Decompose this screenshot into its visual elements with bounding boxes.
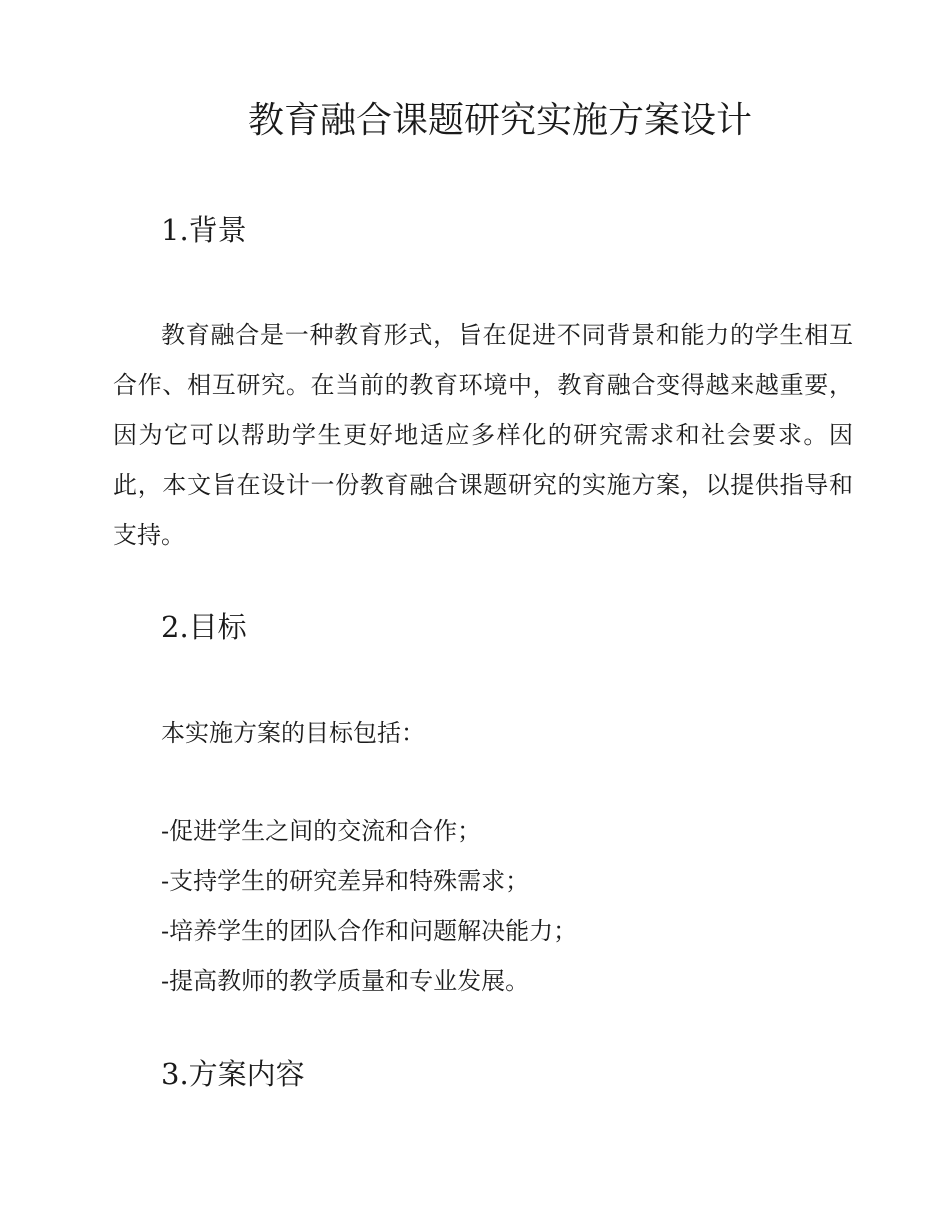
goal-item-4: -提高教师的教学质量和专业发展。 [161,967,530,995]
section-heading-plan: 3.方案内容 [161,1057,305,1091]
goal-item-2: -支持学生的研究差异和特殊需求； [161,867,530,895]
background-paragraph: 教育融合是一种教育形式，旨在促进不同背景和能力的学生相互合作、相互研究。在当前的教育环境中，教育融合变得越来越重要，因为它可以帮助学生更好地适应多样化的研究需求和社会要求。因此，本文旨在设计一份教育融合课题研究的实施方案，以提供指导和支持。 [113,321,853,549]
document-title: 教育融合课题研究实施方案设计 [247,100,752,141]
section-heading-goals: 2.目标 [161,610,247,644]
section-heading-background: 1.背景 [161,213,247,247]
goal-item-1: -促进学生之间的交流和合作； [161,817,482,845]
goals-intro: 本实施方案的目标包括： [161,719,425,747]
goal-item-3: -培养学生的团队合作和问题解决能力； [161,917,578,945]
